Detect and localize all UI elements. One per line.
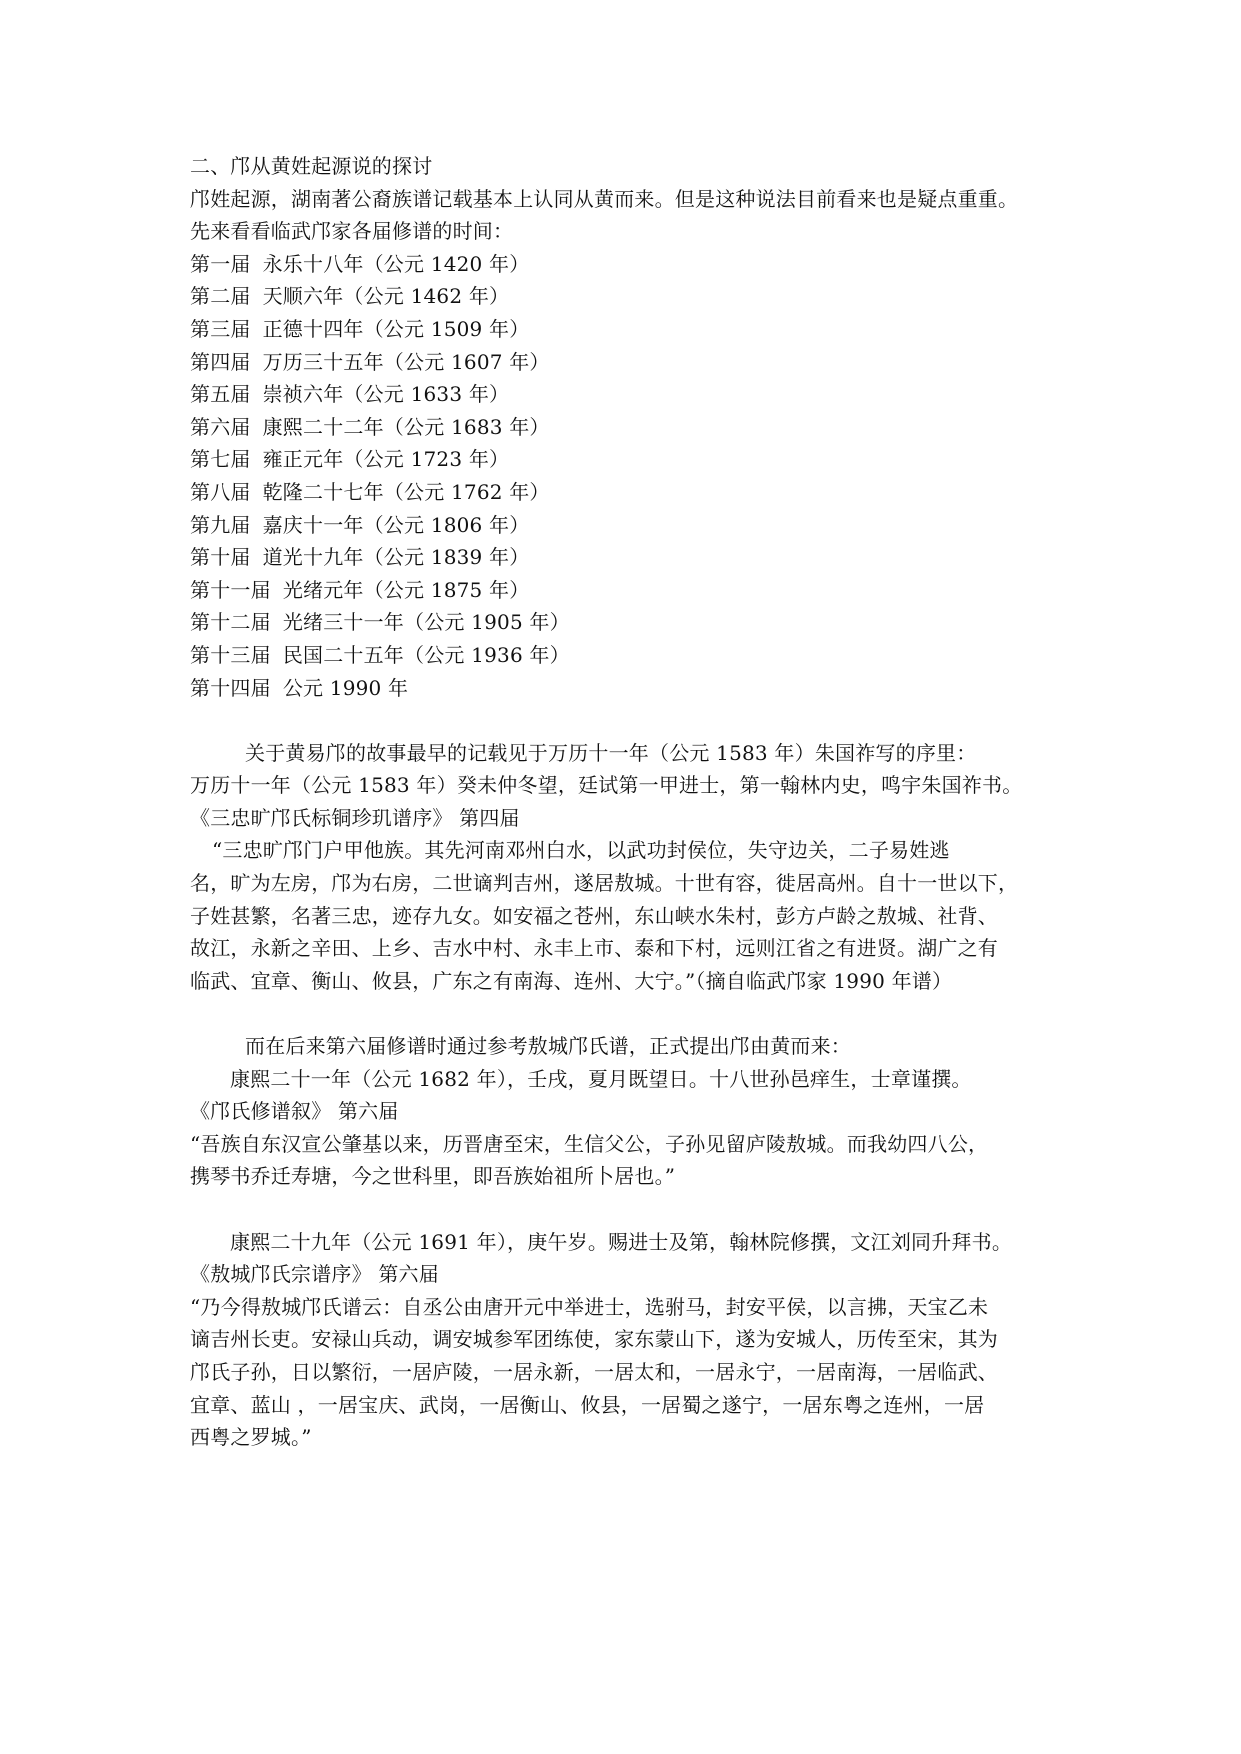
edition-number: 第四届 [190, 349, 251, 374]
edition-number: 第三届 [190, 316, 251, 341]
section1-quote-line: 故江，永新之辛田、上乡、吉水中村、永丰上市、泰和下村，远则江省之有进贤。湖广之有 [190, 936, 998, 961]
document-page [190, 150, 1070, 1454]
section2-quote-line: “吾族自东汉宣公肇基以来，历晋唐至宋，生信父公，子孙见留庐陵敖城。而我幼四八公， [190, 1131, 989, 1156]
section1-attribution: 万历十一年（公元 1583 年）癸未仲冬望，廷试第一甲进士，第一翰林内史，鸣宇朱国祚书。 [190, 773, 1023, 798]
edition-row [190, 639, 1070, 672]
edition-date: 公元 1990 年 [282, 675, 409, 700]
section1-source: 《三忠旷邝氏标铜珍玑谱序》 第四届 [190, 805, 520, 830]
edition-row [190, 378, 1070, 411]
section2-lead: 而在后来第六届修谱时通过参考敖城邝氏谱，正式提出邝由黄而来： [245, 1034, 851, 1059]
edition-number: 第五届 [190, 382, 251, 407]
edition-row [190, 313, 1070, 346]
spacer [190, 997, 1070, 1030]
edition-date: 光绪元年（公元 1875 年） [282, 577, 530, 602]
edition-number: 第十届 [190, 545, 251, 570]
edition-date: 道光十九年（公元 1839 年） [262, 545, 530, 570]
edition-number: 第八届 [190, 479, 251, 504]
edition-date: 雍正元年（公元 1723 年） [262, 447, 510, 472]
edition-date: 乾隆二十七年（公元 1762 年） [262, 479, 550, 504]
edition-row [190, 476, 1070, 509]
section1-quote-line: 临武、宜章、衡山、攸县，广东之有南海、连州、大宁。”（摘自临武邝家 1990 年谱） [190, 968, 953, 993]
edition-date: 崇祯六年（公元 1633 年） [262, 382, 510, 407]
edition-number: 第十四届 [190, 675, 271, 700]
edition-row [190, 411, 1070, 444]
edition-number: 第十一届 [190, 577, 271, 602]
section3-quote-line: 谪吉州长吏。安禄山兵动，调安城参军团练使，家东蒙山下，遂为安城人，历传至宋，其为 [190, 1327, 998, 1352]
edition-number: 第九届 [190, 512, 251, 537]
edition-date: 永乐十八年（公元 1420 年） [262, 251, 530, 276]
section2-attribution: 康熙二十一年（公元 1682 年），壬戌，夏月既望日。十八世孙邑痒生，士章谨撰。 [230, 1066, 972, 1091]
edition-date: 嘉庆十一年（公元 1806 年） [262, 512, 530, 537]
edition-date: 康熙二十二年（公元 1683 年） [262, 414, 550, 439]
edition-row [190, 280, 1070, 313]
edition-list [190, 248, 1070, 704]
edition-date: 天顺六年（公元 1462 年） [262, 284, 510, 309]
section-heading: 二、邝从黄姓起源说的探讨 [190, 154, 433, 178]
edition-row [190, 606, 1070, 639]
section3-quote-line: 邝氏子孙，日以繁衍，一居庐陵，一居永新，一居太和，一居永宁，一居南海，一居临武、 [190, 1359, 998, 1384]
edition-row [190, 248, 1070, 281]
edition-date: 光绪三十一年（公元 1905 年） [282, 610, 570, 635]
section2-source: 《邝氏修谱叙》 第六届 [190, 1099, 399, 1124]
section1-quote-line: 子姓甚繁，名著三忠，迹存九女。如安福之苍州，东山峡水朱村，彭方卢龄之敖城、社背、 [190, 903, 998, 928]
edition-date: 正德十四年（公元 1509 年） [262, 316, 530, 341]
edition-row [190, 541, 1070, 574]
edition-number: 第一届 [190, 251, 251, 276]
edition-number: 第十二届 [190, 610, 271, 635]
section3-quote-line: “乃今得敖城邝氏谱云：自丞公由唐开元中举进士，选驸马，封安平侯，以言拂，天宝乙未 [190, 1294, 989, 1319]
section3-quote-line: 宜章、蓝山 ，一居宝庆、武岗，一居衡山、攸县，一居蜀之遂宁，一居东粤之连州，一居 [190, 1392, 985, 1417]
section1-quote-line: “三忠旷邝门户甲他族。其先河南邓州白水，以武功封侯位，失守边关，二子易姓逃 [212, 838, 950, 863]
edition-row [190, 346, 1070, 379]
edition-number: 第六届 [190, 414, 251, 439]
edition-number: 第二届 [190, 284, 251, 309]
intro-paragraph-line: 先来看看临武邝家各届修谱的时间： [190, 219, 514, 244]
section3-attribution: 康熙二十九年（公元 1691 年），庚午岁。赐进士及第，翰林院修撰，文江刘同升拜书。 [230, 1229, 1013, 1254]
intro-paragraph-line: 邝姓起源，湖南著公裔族谱记载基本上认同从黄而来。但是这种说法目前看来也是疑点重重。 [190, 186, 1019, 211]
edition-date: 万历三十五年（公元 1607 年） [262, 349, 550, 374]
edition-row [190, 672, 1070, 705]
section3-quote-line: 西粤之罗城。” [190, 1425, 312, 1450]
spacer [190, 1193, 1070, 1226]
edition-row [190, 443, 1070, 476]
section1-quote-line: 名，旷为左房，邝为右房，二世谪判吉州，遂居敖城。十世有容，徙居高州。自十一世以下， [190, 871, 1019, 896]
section3-source: 《敖城邝氏宗谱序》 第六届 [190, 1262, 439, 1287]
spacer [190, 704, 1070, 737]
section2-quote-line: 携琴书乔迁寿塘，今之世科里，即吾族始祖所卜居也。” [190, 1164, 676, 1189]
edition-date: 民国二十五年（公元 1936 年） [282, 642, 570, 667]
edition-number: 第七届 [190, 447, 251, 472]
edition-row [190, 509, 1070, 542]
edition-row [190, 574, 1070, 607]
section1-lead: 关于黄易邝的故事最早的记载见于万历十一年（公元 1583 年）朱国祚写的序里： [245, 740, 977, 765]
edition-number: 第十三届 [190, 642, 271, 667]
